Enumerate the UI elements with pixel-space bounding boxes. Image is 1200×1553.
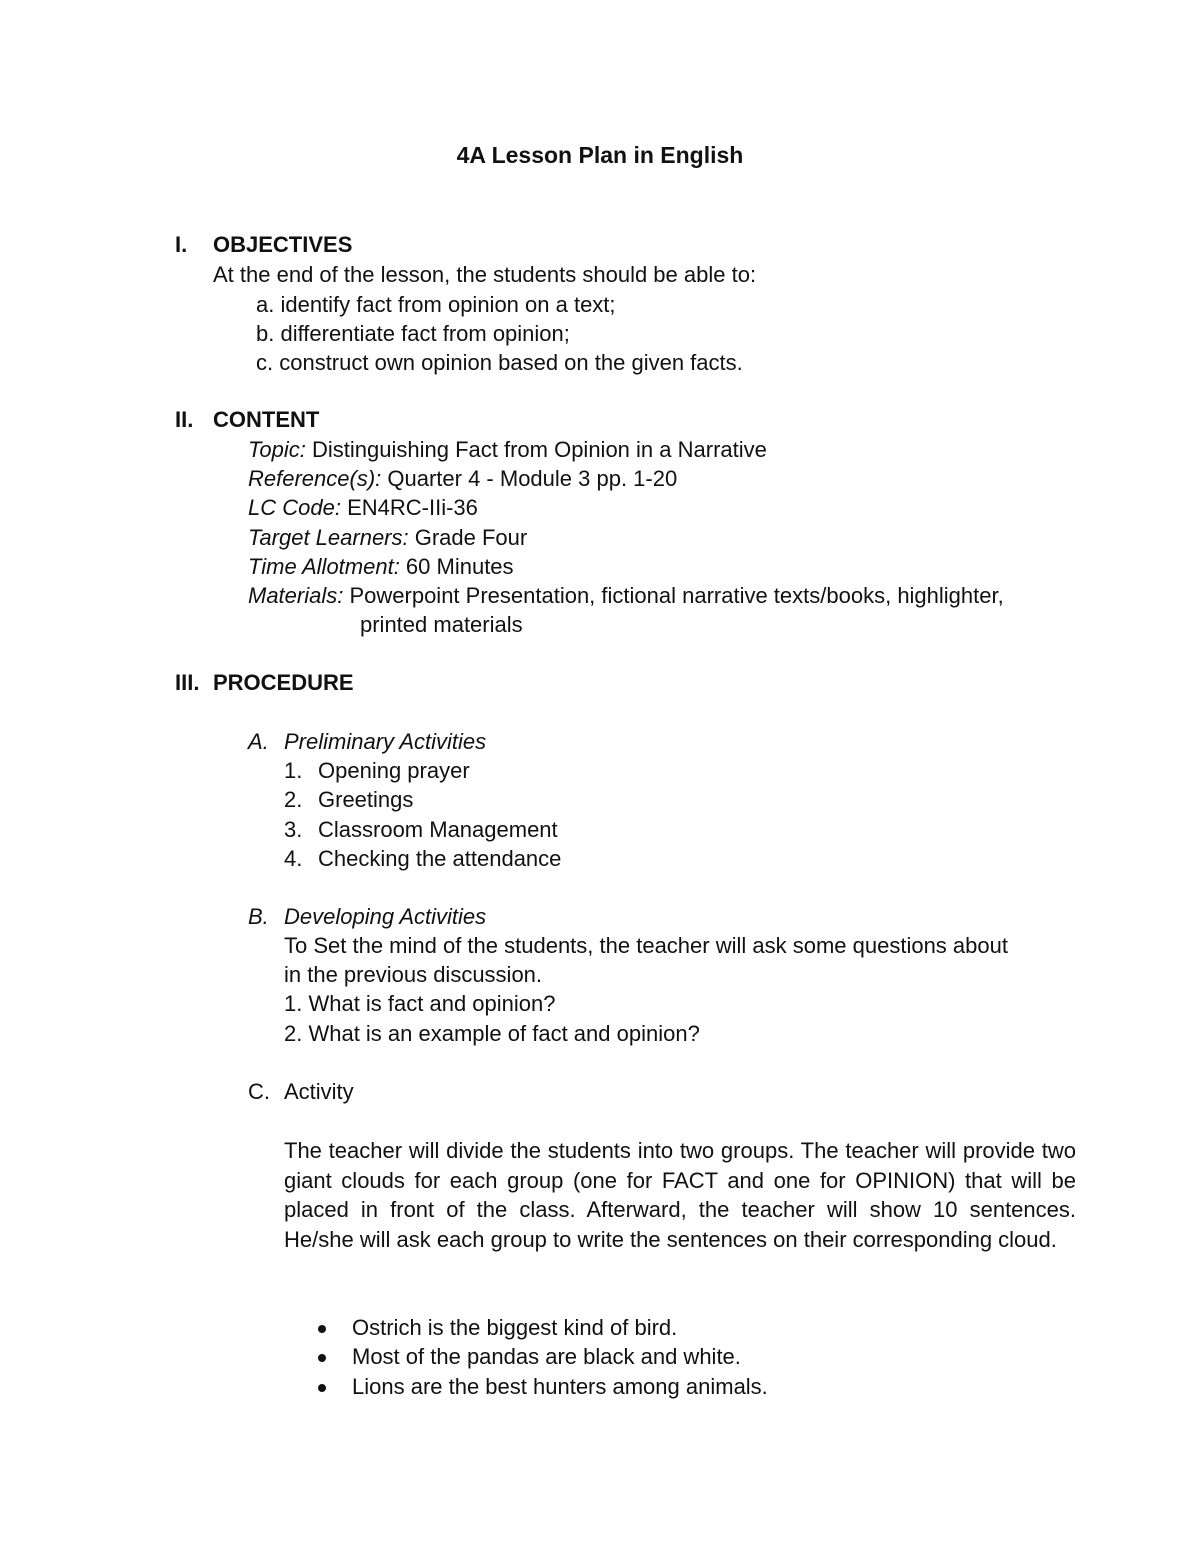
preliminary-item [284,757,470,785]
preliminary-letter: A. [248,729,269,754]
objectives-intro: At the end of the lesson, the students should be able to: [213,262,757,287]
procedure-number: III. [175,670,200,695]
objective-item: a. identify fact from opinion on a text; [256,292,616,317]
item-text: Greetings [318,787,414,812]
objective-item: c. construct own opinion based on the given facts. [256,350,743,375]
item-text: Classroom Management [318,817,558,842]
bullet-icon [318,1384,326,1392]
preliminary-item [284,786,413,814]
preliminary-item [284,816,558,844]
content-materials-continued: printed materials [360,612,523,637]
content-field-reference [248,465,677,493]
objectives-heading [175,231,352,259]
activity-sentence: Lions are the best hunters among animals. [352,1374,768,1399]
developing-text: in the previous discussion. [284,962,543,987]
developing-letter: B. [248,904,269,929]
field-label: Topic: [248,437,306,462]
activity-sentence: Most of the pandas are black and white. [352,1344,741,1369]
developing-heading [248,903,486,931]
objective-item: b. differentiate fact from opinion; [256,321,570,346]
item-text: Opening prayer [318,758,470,783]
field-label: Reference(s): [248,466,382,491]
objectives-number: I. [175,232,188,257]
procedure-heading [175,669,354,697]
developing-question: 2. What is an example of fact and opinion? [284,1021,700,1046]
item-number: 1. [284,758,303,783]
content-title: CONTENT [213,407,320,432]
field-label: Target Learners: [248,525,409,550]
objectives-title: OBJECTIVES [213,232,353,257]
developing-title: Developing Activities [284,904,487,929]
activity-paragraph: The teacher will divide the students into two groups. The teacher will provide two giant clouds for each group (one for FACT and one for OPINION) that will be placed in front of the class. Afterward, the teacher will show 10 sentences. He/she will ask each group to write the sentences on their corresponding cloud. [284,1138,1076,1252]
preliminary-item [284,845,561,873]
bullet-icon [318,1325,326,1333]
field-value: 60 Minutes [399,554,514,579]
content-field-materials [248,582,1004,610]
item-number: 2. [284,787,303,812]
bullet-icon [318,1354,326,1362]
field-value: Powerpoint Presentation, fictional narrative texts/books, highlighter, [343,583,1004,608]
field-label: Materials: [248,583,344,608]
preliminary-title: Preliminary Activities [284,729,487,754]
field-value: EN4RC-IIi-36 [340,495,478,520]
item-number: 3. [284,817,303,842]
field-label: Time Allotment: [248,554,400,579]
field-label: LC Code: [248,495,341,520]
activity-sentence: Ostrich is the biggest kind of bird. [352,1315,678,1340]
field-value: Quarter 4 - Module 3 pp. 1-20 [381,466,678,491]
preliminary-heading [248,728,486,756]
content-heading [175,406,319,434]
activity-letter: C. [248,1079,270,1104]
content-number: II. [175,407,194,432]
content-field-topic [248,436,767,464]
item-number: 4. [284,846,303,871]
activity-title: Activity [284,1079,354,1104]
developing-question: 1. What is fact and opinion? [284,991,556,1016]
field-value: Distinguishing Fact from Opinion in a Narrative [305,437,767,462]
field-value: Grade Four [408,525,528,550]
activity-heading [248,1078,354,1106]
content-field-target-learners [248,524,527,552]
item-text: Checking the attendance [318,846,562,871]
developing-text: To Set the mind of the students, the teacher will ask some questions about [284,933,1008,958]
procedure-title: PROCEDURE [213,670,354,695]
content-field-time-allotment [248,553,514,581]
document-title: 4A Lesson Plan in English [456,142,744,168]
content-field-lc-code [248,494,478,522]
